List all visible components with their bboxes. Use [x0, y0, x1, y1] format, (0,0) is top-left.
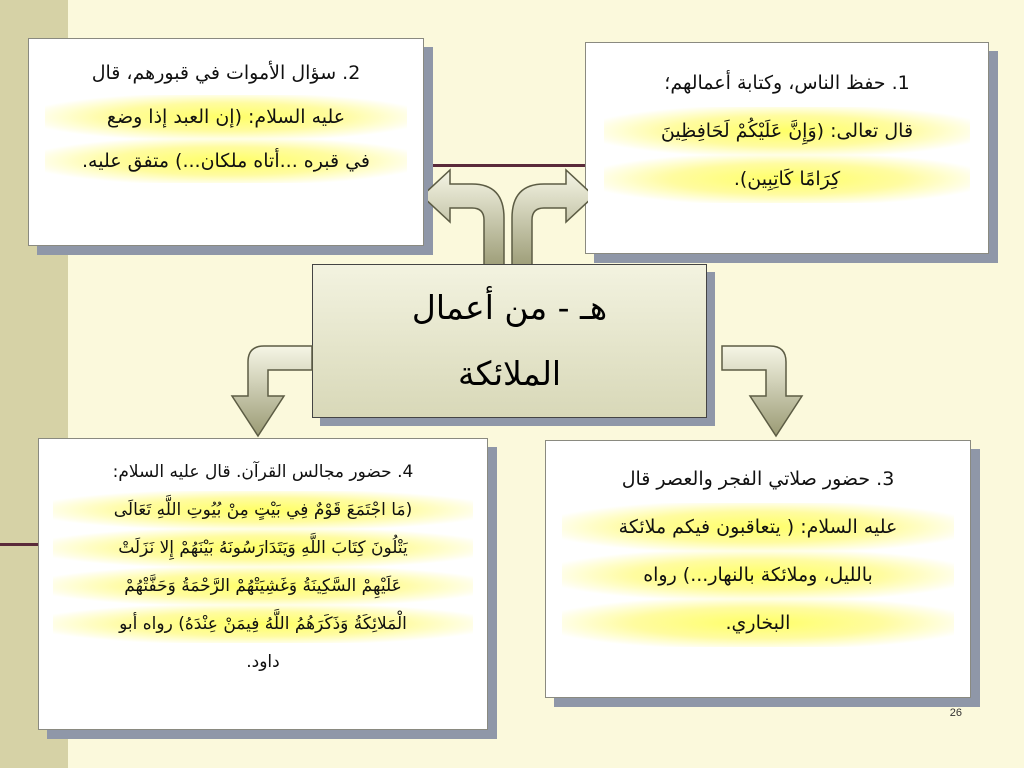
box4-line5: الْمَلائِكَةُ وَذَكَرَهُمُ اللَّهُ فِيمَنْ عِنْدَهُ) رواه أبو [53, 605, 473, 643]
slide-title-line1: هـ - من أعمال [411, 288, 608, 327]
box2-line3: في قبره ...أتاه ملكان...) متفق عليه. [45, 139, 407, 183]
box2-line2: عليه السلام: (إن العبد إذا وضع [45, 95, 407, 139]
info-box-grave-questioning [28, 38, 424, 246]
arrow-up-left-icon [428, 168, 508, 264]
arrow-up-right-icon [508, 168, 588, 264]
box3-line2: عليه السلام: ( يتعاقبون فيكم ملائكة [562, 503, 954, 551]
box4-line6: داود. [246, 652, 280, 672]
arrow-down-right-icon [718, 344, 808, 440]
arrow-down-left-icon [226, 344, 316, 440]
box3-line3: بالليل، وملائكة بالنهار...) رواه [562, 551, 954, 599]
box1-line3: كِرَامًا كَاتِبِين). [604, 155, 970, 203]
info-box-quran-gatherings [38, 438, 488, 730]
box3-line4: البخاري. [562, 599, 954, 647]
box4-line3: يَتْلُونَ كِتَابَ اللَّهِ وَيَتَدَارَسُونَهُ بَيْنَهُمْ إِلا نَزَلَتْ [53, 529, 473, 567]
top-connector-line [424, 164, 586, 167]
box4-line4: عَلَيْهِمْ السَّكِينَةُ وَغَشِيَتْهُمْ الرَّحْمَةُ وَحَفَّتْهُمْ [53, 567, 473, 605]
page-number: 26 [949, 707, 962, 719]
box4-line2: (مَا اجْتَمَعَ قَوْمٌ فِي بَيْتٍ مِنْ بُيُوتِ اللَّهِ تَعَالَى [53, 491, 473, 529]
slide-title-line2: الملائكة [457, 354, 562, 393]
slide-title-box [312, 264, 707, 418]
box3-line1: 3. حضور صلاتي الفجر والعصر قال [621, 468, 895, 490]
box2-line1: 2. سؤال الأموات في قبورهم، قال [91, 62, 361, 84]
info-box-recording-deeds [585, 42, 989, 254]
info-box-dawn-afternoon-prayers [545, 440, 971, 698]
box4-line1: 4. حضور مجالس القرآن. قال عليه السلام: [112, 462, 414, 482]
box1-line2: قال تعالى: (وَإِنَّ عَلَيْكُمْ لَحَافِظِينَ [604, 107, 970, 155]
box1-line1: 1. حفظ الناس، وكتابة أعمالهم؛ [664, 72, 910, 94]
